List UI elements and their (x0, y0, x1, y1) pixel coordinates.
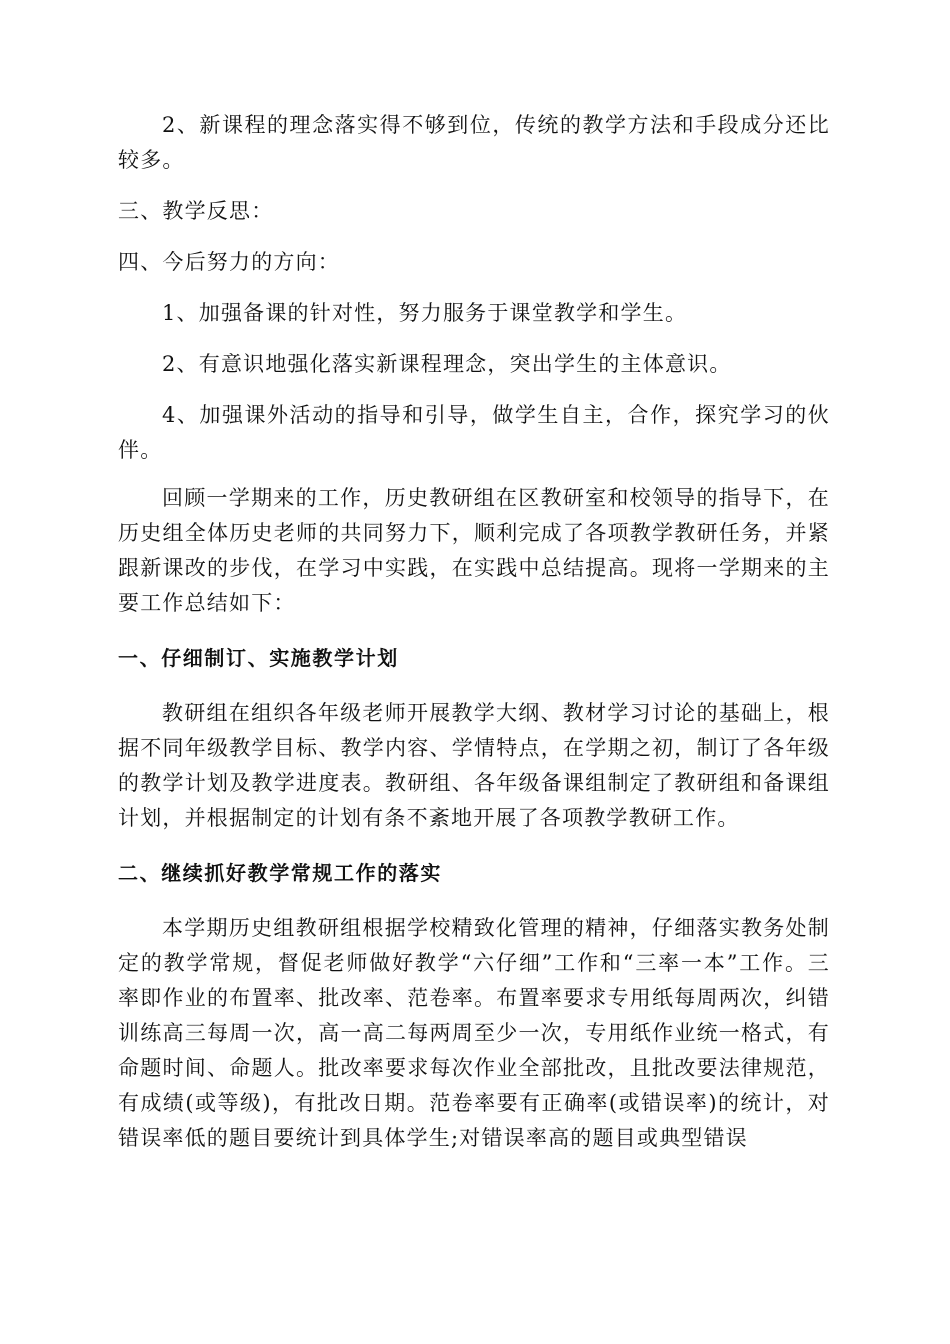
section-1-title: 一、仔细制订、实施教学计划 (118, 646, 399, 670)
document-page (118, 108, 830, 1156)
section-heading-future-direction: 四、今后努力的方向： (118, 250, 340, 274)
list-item-4: 4、加强课外活动的指导和引导，做学生自主，合作，探究学习的伙伴。 (118, 403, 830, 462)
list-item-2: 2、有意识地强化落实新课程理念，突出学生的主体意识。 (162, 352, 732, 376)
section-2-body: 本学期历史组教研组根据学校精致化管理的精神，仔细落实教务处制定的教学常规，督促老师做好教学“六仔细”工作和“三率一本”工作。三率即作业的布置率、批改率、范卷率。布置率要求专用纸每周两次，纠错训练高三每周一次，高一高二每两周至少一次，专用纸作业统一格式，有命题时间、命题人。批改率要求每次作业全部批改，且批改要法律规范，有成绩(或等级)，有批改日期。范卷率要有正确率(或错误率)的统计，对错误率低的题目要统计到具体学生;对错误率高的题目或典型错误 (118, 916, 830, 1150)
section-heading-reflection: 三、教学反思： (118, 199, 274, 223)
list-item-1: 1、加强备课的针对性，努力服务于课堂教学和学生。 (162, 301, 688, 325)
section-1-body: 教研组在组织各年级老师开展教学大纲、教材学习讨论的基础上，根据不同年级教学目标、教学内容、学情特点，在学期之初，制订了各年级的教学计划及教学进度表。教研组、各年级备课组制定了教研组和备课组计划，并根据制定的计划有条不紊地开展了各项教学教研工作。 (118, 701, 830, 830)
section-2-title: 二、继续抓好教学常规工作的落实 (118, 861, 442, 885)
paragraph-issue-2: 2、新课程的理念落实得不够到位，传统的教学方法和手段成分还比较多。 (118, 113, 830, 172)
intro-paragraph: 回顾一学期来的工作，历史教研组在区教研室和校领导的指导下，在历史组全体历史老师的共同努力下，顺利完成了各项教学教研任务，并紧跟新课改的步伐，在学习中实践，在实践中总结提高。现将一学期来的主要工作总结如下： (118, 486, 830, 615)
